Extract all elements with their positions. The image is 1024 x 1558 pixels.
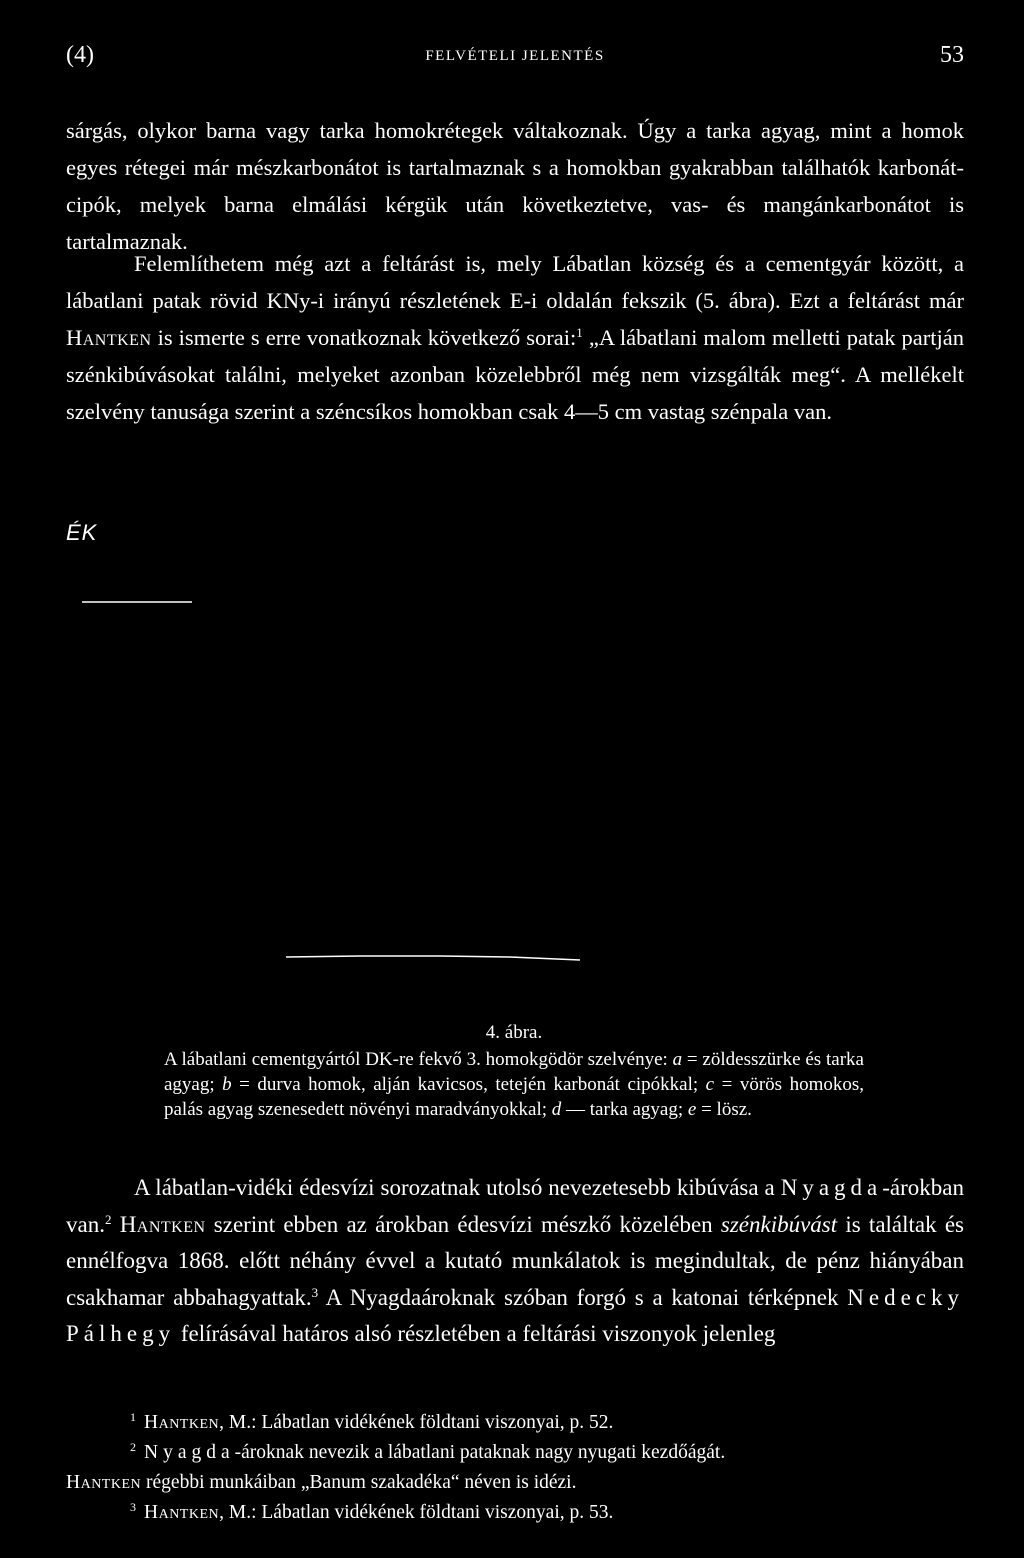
footnote-3 <box>66 1498 964 1528</box>
footnote-3-author: Hantken <box>144 1502 220 1523</box>
paragraph-1: sárgás, olykor barna vagy tarka homokrétegek váltakoznak. Úgy a tarka agyag, mint a homok egyes rétegei már mészkarbonátot is tartalmaznak s a homokban gyakrabban találhatók karbonát-cipók, melyek barna elmálási kérgük után következtetve, vas- és mangánkarbonátot is tartalmaznak. <box>66 118 964 254</box>
footnote-2-text: -ároknak nevezik a lábatlani pataknak nagy nyugati kezdőágát. <box>234 1442 726 1463</box>
paragraph-3-text-f: felírásával határos alsó részletében a feltárási viszonyok jelenleg <box>175 1321 776 1346</box>
legend-key-b: b <box>222 1074 232 1095</box>
legend-key-a: a <box>672 1049 683 1070</box>
footnote-ref-1[interactable]: 1 <box>576 325 583 340</box>
figure-4 <box>60 490 964 1030</box>
map-label-spaced: Nedecky Pálhegy <box>66 1284 964 1346</box>
legend-text-b: = durva homok, alján kavicsos, tetején karbonát cipókkal; <box>231 1074 706 1095</box>
paragraph-3 <box>66 1170 964 1353</box>
paragraph-3-text-d: is találtak és ennélfogva 1868. előtt néhány évvel a kutató munkálatok is megindultak, de pénz hiányában csakhamar abbahagyattak. <box>66 1211 964 1310</box>
paragraph-3-text-e: A Nyagdaároknak szóban forgó s a katonai térképnek <box>318 1284 848 1310</box>
legend-key-d: d <box>551 1099 562 1120</box>
paragraph-3-text-b: -árokban van. <box>66 1175 964 1237</box>
page-header <box>66 42 964 82</box>
paragraph-2 <box>66 245 964 430</box>
footnote-2 <box>66 1438 964 1468</box>
footnote-1-mark: 1 <box>130 1410 136 1424</box>
figure-section-drawing <box>60 490 964 1030</box>
caption-line-1: A lábatlani cementgyártól DK-re fekvő 3. homokgödör szelvénye: <box>164 1049 668 1070</box>
author-name-hantken: Hantken <box>66 325 152 350</box>
footnote-2-place: Nyagda <box>144 1442 235 1463</box>
footnote-ref-2[interactable]: 2 <box>104 1211 112 1227</box>
footnote-2-text-2: régebbi munkáiban „Banum szakadéka“ néven is idézi. <box>141 1472 577 1493</box>
figure-caption <box>164 1020 864 1122</box>
footnote-1-author: Hantken <box>144 1412 220 1433</box>
footnote-1-text: , M.: Lábatlan vidékének földtani viszonyai, p. 52. <box>219 1412 614 1433</box>
paragraph-2-text-a: Felemlíthetem még azt a feltárást is, mely Lábatlan község és a cementgyár között, a lábatlani patak rövid KNy-i irányú részletének E-i oldalán fekszik (5. ábra). Ezt a feltárást már <box>66 251 964 313</box>
footnote-1 <box>66 1408 964 1438</box>
legend-key-c: c <box>705 1074 715 1095</box>
legend-text-d: — tarka agyag; <box>561 1099 688 1120</box>
paragraph-3-text-a: A lábatlan-vidéki édesvízi sorozatnak utolsó nevezetesebb kibúvása a <box>134 1175 781 1200</box>
running-title: FELVÉTELI JELENTÉS <box>425 48 605 64</box>
footnote-2-continued <box>66 1468 964 1498</box>
legend-text-c: = vörös homokos, palás agyag szenesedett növényi maradványokkal; <box>164 1074 864 1120</box>
footnote-2-mark: 2 <box>130 1440 136 1454</box>
italic-term: szénkibúvást <box>720 1211 838 1237</box>
page-number: 53 <box>940 42 964 68</box>
legend-text-a: = zöldesszürke és tarka agyag; <box>164 1049 864 1095</box>
paragraph-2-quote: „A lábatlani malom melletti patak partján szénkibúvásokat találni, melyeket azonban közelebbről még nem vizsgálták meg“. A mellékelt szelvény tanusága szerint a széncsíkos homokban csak 4—5 cm vastag szénpala van. <box>66 325 964 424</box>
footnote-2-author: Hantken <box>66 1472 142 1493</box>
legend-text-e: = lösz. <box>696 1099 752 1120</box>
footnote-3-mark: 3 <box>130 1500 136 1514</box>
section-number: (4) <box>66 42 94 68</box>
footnote-3-text: , M.: Lábatlan vidékének földtani viszonyai, p. 53. <box>219 1502 614 1523</box>
figure-caption-title: 4. ábra. <box>485 1022 543 1043</box>
footnote-ref-3[interactable]: 3 <box>311 1284 319 1300</box>
footnotes <box>66 1408 964 1528</box>
place-name-nyagda: Nyagda <box>780 1175 883 1200</box>
figure-line-lower <box>286 956 580 960</box>
author-name-hantken-2: Hantken <box>119 1211 206 1237</box>
legend-key-e: e <box>687 1099 697 1120</box>
paragraph-3-text-c: szerint ebben az árokban édesvízi mészkő közelében <box>205 1211 721 1237</box>
orientation-label: ÉK <box>66 520 98 545</box>
paragraph-2-text-b: is ismerte s erre vonatkoznak következő sorai: <box>151 325 577 350</box>
